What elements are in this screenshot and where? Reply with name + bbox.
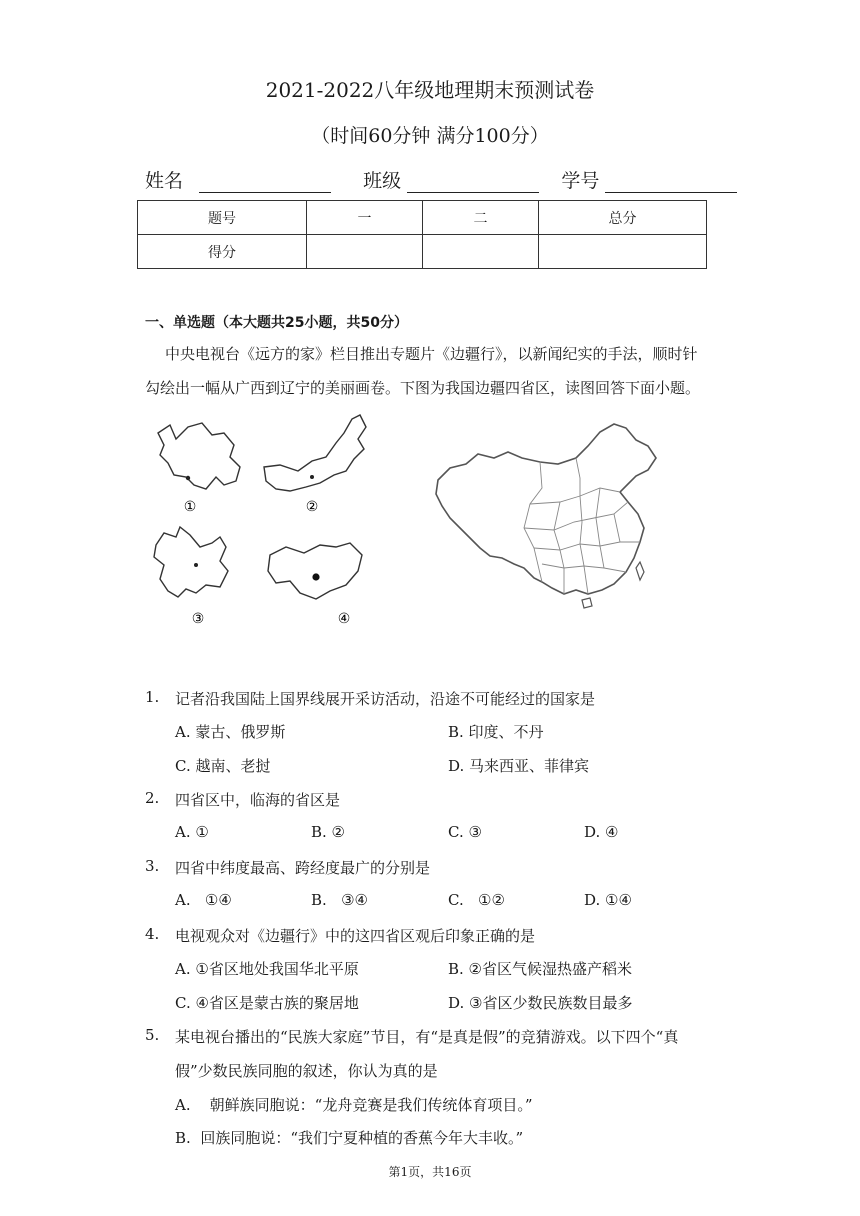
province-1-outline — [158, 423, 240, 489]
class-blank[interactable] — [407, 172, 539, 193]
name-label: 姓名 — [145, 170, 184, 192]
score-header-cell: 总分 — [539, 201, 707, 235]
option-d[interactable]: D. 马来西亚、菲律宾 — [448, 757, 590, 775]
score-cell[interactable] — [307, 235, 423, 269]
option-a[interactable]: A. ①④ — [175, 891, 232, 909]
option-c[interactable]: C. ④省区是蒙古族的聚居地 — [175, 994, 359, 1012]
exam-subtitle: （时间60分钟 满分100分） — [311, 125, 549, 147]
class-label: 班级 — [363, 170, 402, 192]
score-header-cell: 一 — [307, 201, 423, 235]
question-text: 电视观众对《边疆行》中的这四省区观后印象正确的是 — [175, 927, 536, 945]
question-text: 四省中纬度最高、跨经度最广的分别是 — [175, 859, 431, 877]
option-b[interactable]: B. ② — [311, 823, 346, 841]
id-label: 学号 — [561, 170, 600, 192]
question-number: 5. — [145, 1026, 160, 1044]
score-value-row — [138, 235, 707, 269]
option-c[interactable]: C. 越南、老挝 — [175, 757, 271, 775]
page-number: 第1页，共16页 — [388, 1165, 472, 1179]
province-label: ④ — [337, 611, 351, 627]
score-header-cell: 二 — [423, 201, 539, 235]
province-label: ③ — [191, 611, 205, 627]
score-header-cell: 题号 — [138, 201, 307, 235]
score-cell[interactable] — [539, 235, 707, 269]
province-label: ② — [305, 499, 319, 515]
option-b[interactable]: B. 回族同胞说：“我们宁夏种植的香蕉今年大丰收。” — [175, 1129, 524, 1147]
question-text-cont: 假”少数民族同胞的叙述，你认为真的是 — [175, 1062, 438, 1080]
option-a[interactable]: A. 朝鲜族同胞说：“龙舟竞赛是我们传统体育项目。” — [175, 1096, 533, 1114]
intro-line-2: 勾绘出一幅从广西到辽宁的美丽画卷。下图为我国边疆四省区，读图回答下面小题。 — [145, 379, 701, 397]
province-outlines-figure — [140, 405, 400, 635]
question-number: 2. — [145, 789, 160, 807]
option-c[interactable]: C. ①② — [448, 891, 505, 909]
question-number: 4. — [145, 925, 160, 943]
province-2-outline — [264, 415, 366, 491]
id-blank[interactable] — [605, 172, 737, 193]
question-text: 某电视台播出的“民族大家庭”节目，有“是真是假”的竞猜游戏。以下四个“真 — [175, 1028, 679, 1046]
option-b[interactable]: B. ③④ — [311, 891, 368, 909]
option-c[interactable]: C. ③ — [448, 823, 482, 841]
question-number: 3. — [145, 857, 160, 875]
page-title: 2021-2022八年级地理期末预测试卷 — [265, 78, 595, 102]
score-table — [137, 200, 707, 269]
option-a[interactable]: A. ①省区地处我国华北平原 — [175, 960, 359, 978]
option-d[interactable]: D. ③省区少数民族数目最多 — [448, 994, 633, 1012]
province-3-outline — [154, 527, 228, 597]
option-a[interactable]: A. ① — [175, 823, 209, 841]
score-cell[interactable] — [423, 235, 539, 269]
student-info-row — [145, 166, 737, 193]
option-a[interactable]: A. 蒙古、俄罗斯 — [175, 723, 286, 741]
option-b[interactable]: B. 印度、不丹 — [448, 723, 544, 741]
question-text: 四省区中，临海的省区是 — [175, 791, 341, 809]
score-row-label: 得分 — [138, 235, 307, 269]
score-header-row — [138, 201, 707, 235]
china-map — [430, 418, 690, 628]
option-d[interactable]: D. ④ — [584, 823, 619, 841]
province-label: ① — [183, 499, 197, 515]
option-d[interactable]: D. ①④ — [584, 891, 632, 909]
province-4-outline — [268, 543, 362, 599]
question-number: 1. — [145, 688, 160, 706]
section-heading: 一、单选题（本大题共25小题，共50分） — [145, 315, 408, 331]
question-text: 记者沿我国陆上国界线展开采访活动，沿途不可能经过的国家是 — [175, 690, 596, 708]
intro-line-1: 中央电视台《远方的家》栏目推出专题片《边疆行》，以新闻纪实的手法，顺时针 — [165, 345, 698, 363]
name-blank[interactable] — [199, 172, 331, 193]
option-b[interactable]: B. ②省区气候湿热盛产稻米 — [448, 960, 633, 978]
